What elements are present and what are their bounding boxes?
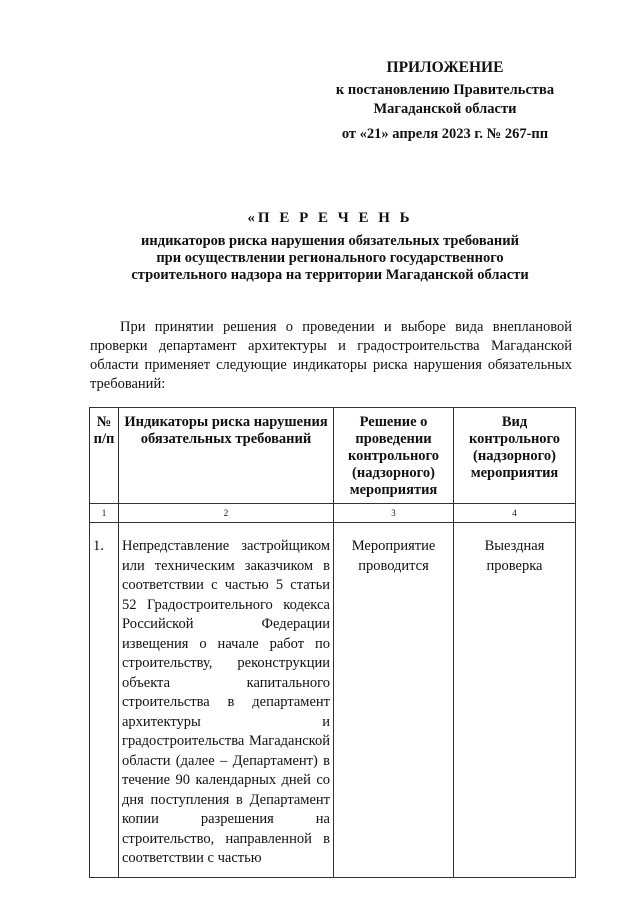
column-number: 4 (454, 504, 576, 523)
column-number: 1 (90, 504, 119, 523)
intro-paragraph: При принятии решения о проведении и выборе вида внеплановой проверки департамент архитектуры и градостроительства Магаданской области применяет следующие индикаторы риска нарушения обязательных требований: (90, 319, 572, 392)
appendix-reference: от «21» апреля 2023 г. № 267-пп (341, 126, 549, 142)
header-decision: Решение о проведении контрольного (надзорного) мероприятия (334, 408, 454, 504)
heading-line-1: индикаторов риска нарушения обязательных требований (141, 233, 519, 249)
row-indicator: Непредставление застройщиком или техническим заказчиком в соответствии с частью 5 статьи 52 Градостроительного кодекса Российской Федерации извещения о начале работ по строительству, реконструкции объекта капитального строительства в департамент архитектуры и градостроительства Магаданской области (далее – Департамент) в течение 90 календарных дней со дня поступления в Департамент копии разрешения на строительство, направленной в соответствии с частью (119, 523, 334, 878)
appendix-block (318, 58, 572, 144)
heading-line-3: строительного надзора на территории Магаданской области (131, 267, 529, 283)
column-number: 2 (119, 504, 334, 523)
appendix-title: ПРИЛОЖЕНИЕ (386, 59, 504, 76)
header-indicators: Индикаторы риска нарушения обязательных требований (119, 408, 334, 504)
heading-title: «П Е Р Е Ч Е Н Ь (247, 210, 413, 226)
appendix-line-1: к постановлению Правительства (335, 82, 555, 98)
document-heading (70, 210, 590, 284)
row-type: Выездная проверка (454, 523, 576, 878)
appendix-line-2: Магаданской области (373, 101, 517, 117)
heading-line-2: при осуществлении регионального государственного (156, 250, 504, 266)
row-decision: Мероприятие проводится (334, 523, 454, 878)
table-header-row (90, 408, 576, 504)
indicators-table (89, 407, 576, 878)
column-number-row (90, 504, 576, 523)
header-number: № п/п (90, 408, 119, 504)
column-number: 3 (334, 504, 454, 523)
table-row (90, 523, 576, 878)
header-type: Вид контрольного (надзорного) мероприятия (454, 408, 576, 504)
row-number: 1. (90, 523, 119, 878)
